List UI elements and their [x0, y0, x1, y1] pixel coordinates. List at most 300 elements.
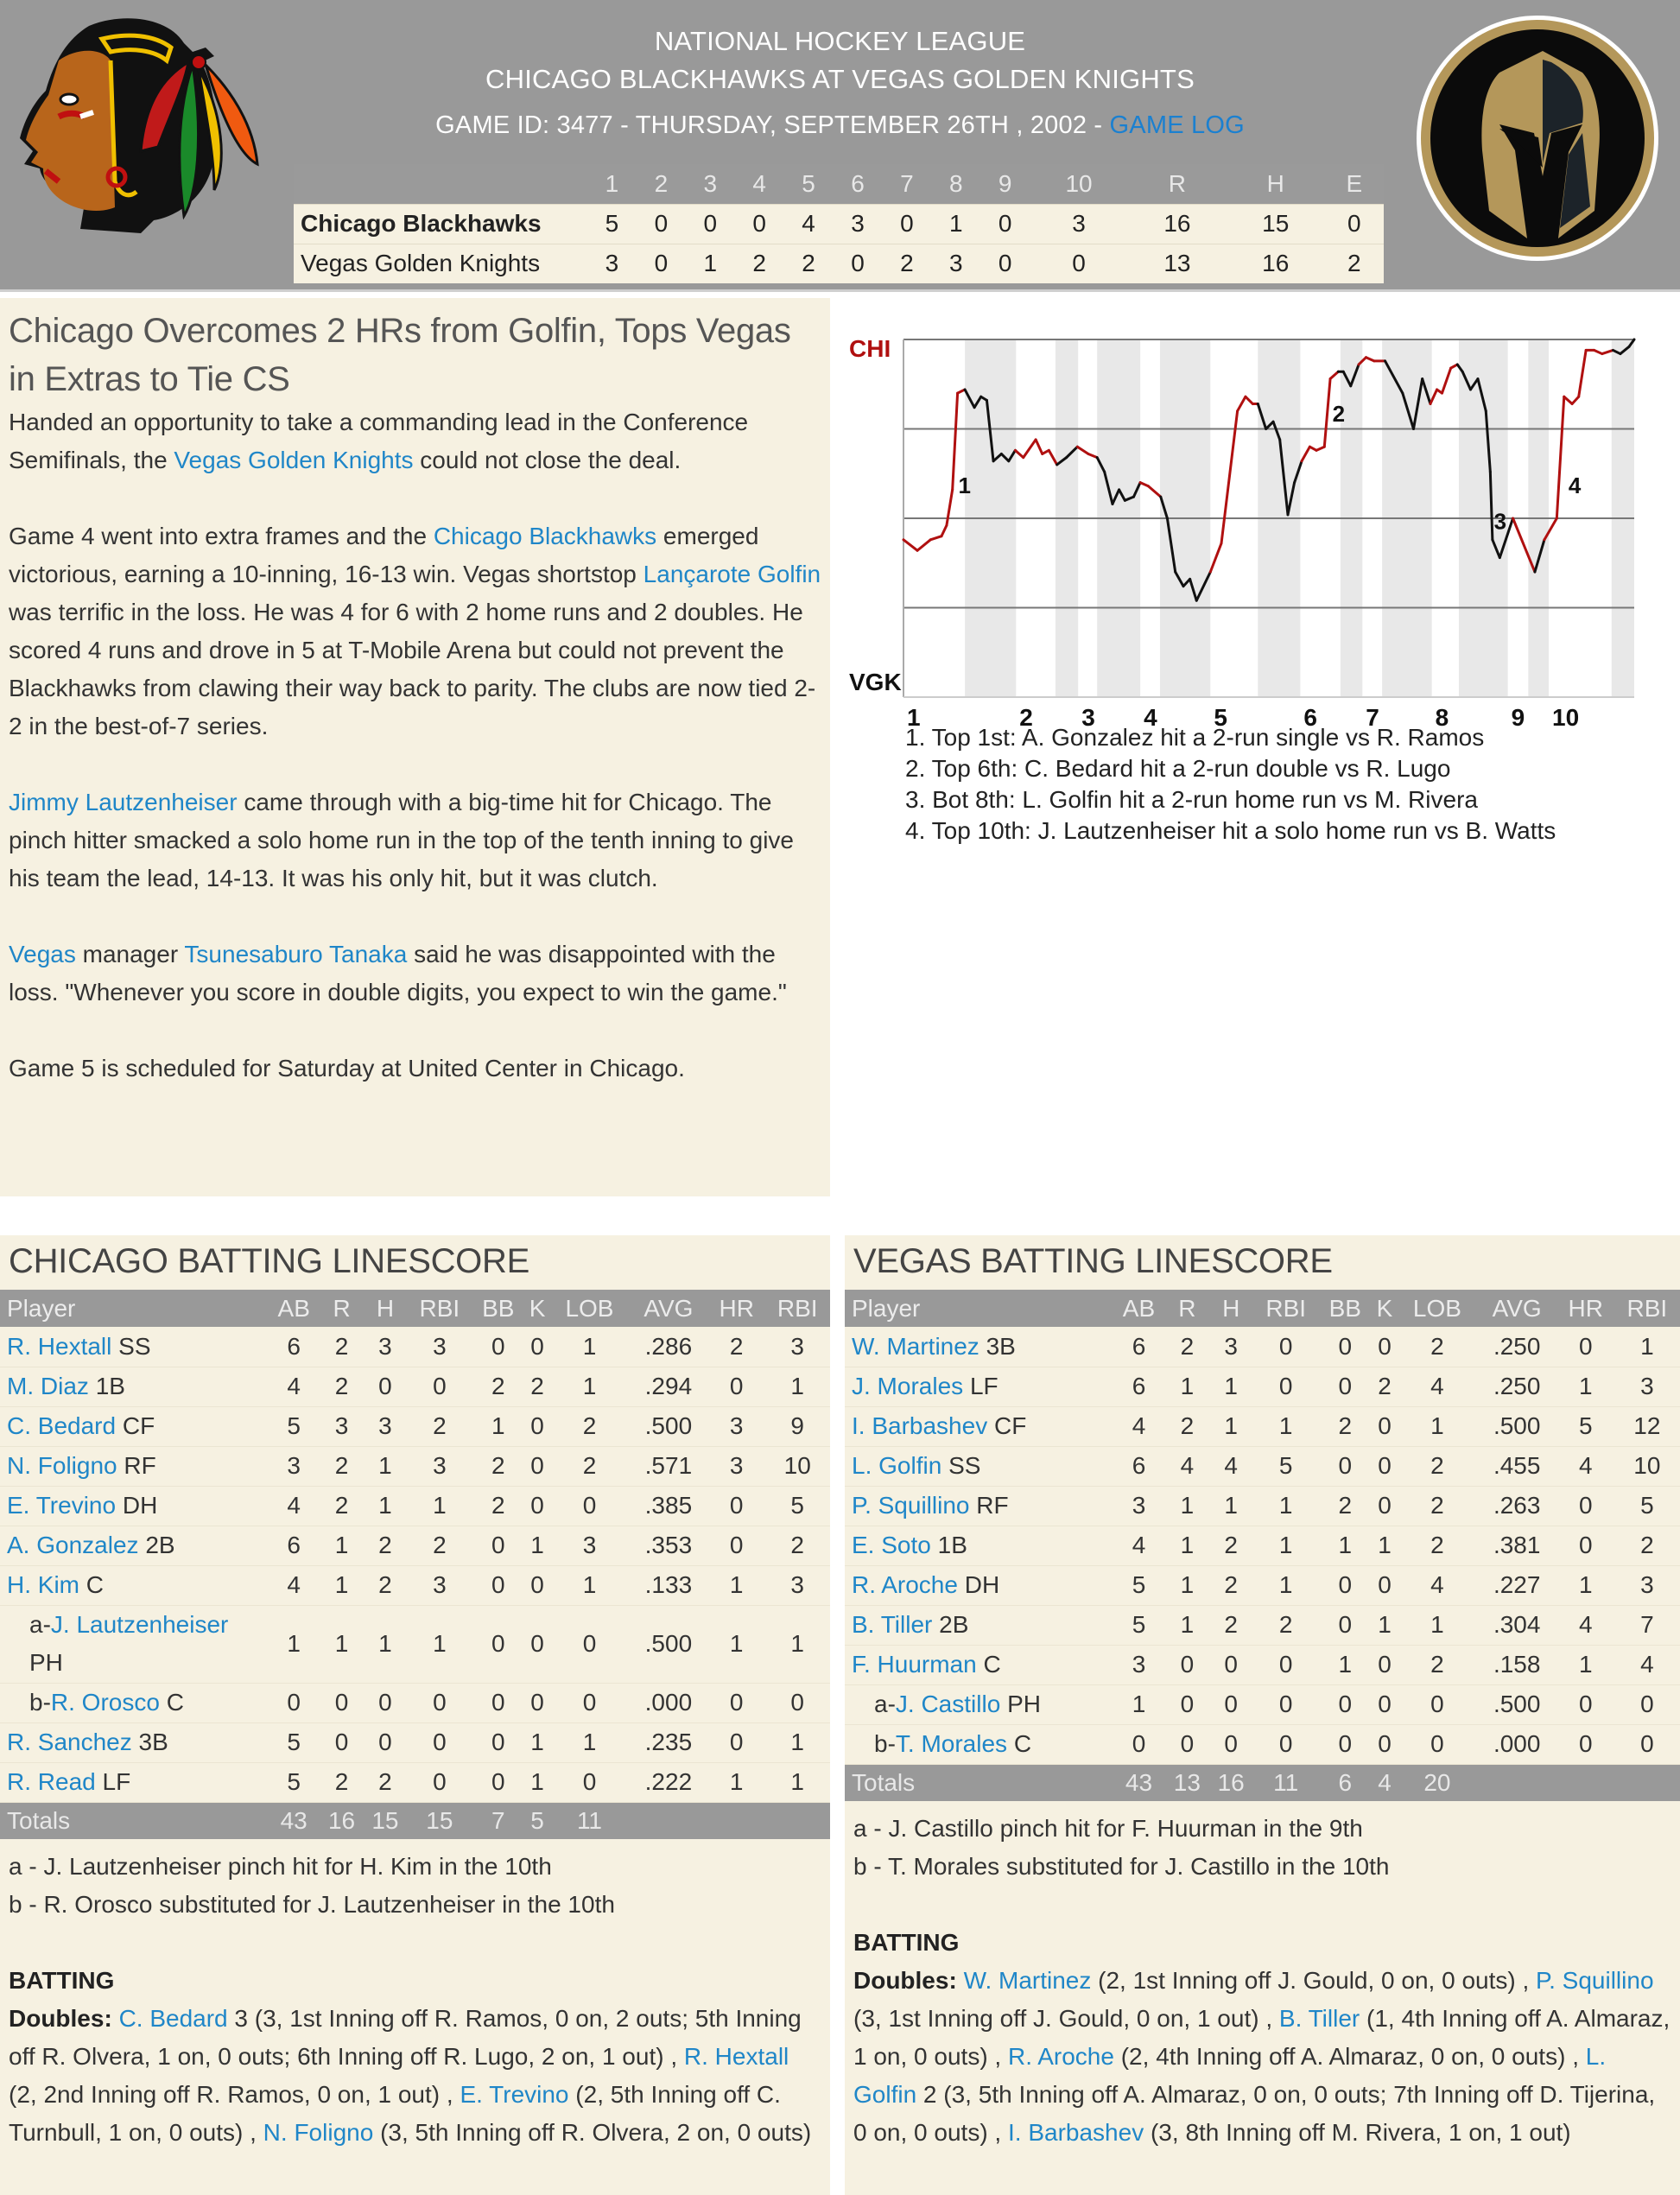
- player-cell: [845, 1486, 1113, 1526]
- substitution-note: b - R. Orosco substituted for J. Lautzenheiser in the 10th: [9, 1891, 615, 1918]
- stat-cell: 1: [320, 1605, 363, 1683]
- player-link[interactable]: R. Sanchez: [7, 1729, 132, 1755]
- totals-label: Totals: [0, 1802, 268, 1839]
- column-header: Player: [845, 1290, 1113, 1327]
- column-header: RBI: [1614, 1290, 1680, 1327]
- stat-cell: 5: [268, 1722, 320, 1762]
- event-marker: 2: [1332, 401, 1346, 428]
- player-link[interactable]: L. Golfin: [852, 1452, 942, 1479]
- player-link[interactable]: I. Barbashev: [1008, 2119, 1144, 2146]
- player-cell: [845, 1406, 1113, 1446]
- total-cell: 15: [407, 1802, 472, 1839]
- player-row: [845, 1645, 1680, 1684]
- stat-cell: 1: [550, 1565, 629, 1605]
- stat-cell: 0: [407, 1367, 472, 1406]
- stat-cell: .286: [629, 1327, 708, 1367]
- player-cell: [0, 1367, 268, 1406]
- linescore-cell: 0: [1030, 244, 1128, 283]
- inning-header: 9: [980, 164, 1030, 204]
- stat-cell: .235: [629, 1722, 708, 1762]
- stat-cell: 1: [1319, 1526, 1372, 1565]
- player-row: [0, 1722, 830, 1762]
- stat-cell: 3: [268, 1446, 320, 1486]
- stat-cell: 1: [524, 1526, 550, 1565]
- chicago-batting-section: [0, 1235, 830, 2195]
- player-row: [0, 1446, 830, 1486]
- text-segment: said he was disappointed with the loss. "Whenever you score in double digits, you expect to win the game.": [9, 941, 787, 1006]
- player-link[interactable]: Lançarote Golfin: [643, 561, 821, 587]
- linescore-cell: 3: [834, 204, 883, 244]
- stat-cell: 0: [1253, 1327, 1319, 1367]
- player-row: [0, 1683, 830, 1722]
- player-link[interactable]: C. Bedard: [7, 1412, 117, 1439]
- stat-cell: 2: [1165, 1406, 1209, 1446]
- league-title: NATIONAL HOCKEY LEAGUE: [654, 26, 1026, 56]
- linescore-cell: 0: [637, 244, 686, 283]
- vegas-sub-notes: [845, 1801, 1680, 1886]
- total-cell: 16: [1209, 1764, 1253, 1801]
- text-segment: (1, 4th Inning off A. Almaraz, 1 on, 0 outs) ,: [853, 2005, 1670, 2070]
- vegas-golden-knights-logo-icon: [1413, 12, 1662, 264]
- win-probability-chart: [842, 320, 1671, 734]
- stat-cell: 2: [1398, 1486, 1476, 1526]
- stat-cell: 4: [1557, 1446, 1614, 1486]
- stat-cell: 2: [320, 1486, 363, 1526]
- stat-cell: 1: [1165, 1605, 1209, 1645]
- stat-cell: 2: [1253, 1605, 1319, 1645]
- stat-cell: 4: [268, 1565, 320, 1605]
- player-cell: [845, 1446, 1113, 1486]
- stat-cell: 0: [1614, 1684, 1680, 1724]
- player-link[interactable]: R. Aroche: [852, 1571, 958, 1598]
- stat-cell: 0: [708, 1486, 764, 1526]
- stat-cell: 1: [1209, 1486, 1253, 1526]
- stat-cell: 0: [524, 1605, 550, 1683]
- stat-cell: .381: [1477, 1526, 1557, 1565]
- player-link[interactable]: R. Read: [7, 1768, 96, 1795]
- inning-header: 3: [686, 164, 735, 204]
- stat-cell: 0: [472, 1683, 524, 1722]
- player-link[interactable]: Vegas: [9, 941, 76, 967]
- player-link[interactable]: J. Lautzenheiser: [50, 1611, 229, 1638]
- player-link[interactable]: B. Tiller: [852, 1611, 933, 1638]
- stat-cell: .000: [629, 1683, 708, 1722]
- total-cell: [629, 1802, 708, 1839]
- totals-row: [845, 1764, 1680, 1801]
- top-team-label: CHI: [849, 335, 891, 362]
- chicago-batting-title: CHICAGO BATTING LINESCORE: [9, 1242, 529, 1280]
- player-link[interactable]: Vegas Golden Knights: [174, 447, 414, 473]
- stat-cell: 1: [550, 1367, 629, 1406]
- player-link[interactable]: L. Golfin: [853, 2043, 1607, 2108]
- player-link[interactable]: I. Barbashev: [852, 1412, 988, 1439]
- player-link[interactable]: F. Huurman: [852, 1651, 977, 1678]
- text-segment: manager: [75, 941, 185, 967]
- stat-cell: 1: [364, 1605, 407, 1683]
- stat-cell: 0: [1372, 1684, 1398, 1724]
- column-header: R: [1165, 1290, 1209, 1327]
- article-paragraph: [9, 1050, 821, 1088]
- stat-cell: 6: [268, 1526, 320, 1565]
- total-cell: [708, 1802, 764, 1839]
- total-cell: 20: [1398, 1764, 1476, 1801]
- text-segment: (3, 1st Inning off J. Gould, 0 on, 1 out) ,: [853, 2005, 1279, 2032]
- stat-cell: 1: [1165, 1486, 1209, 1526]
- stat-cell: 1: [364, 1446, 407, 1486]
- linescore-cell: 15: [1227, 204, 1325, 244]
- stat-cell: 1: [1113, 1684, 1165, 1724]
- stat-cell: 0: [708, 1722, 764, 1762]
- doubles-label: Doubles:: [853, 1967, 957, 1994]
- player-link[interactable]: R. Hextall: [683, 2043, 789, 2070]
- stat-cell: 5: [764, 1486, 830, 1526]
- stat-cell: 1: [1253, 1406, 1319, 1446]
- stat-cell: 0: [524, 1565, 550, 1605]
- stat-cell: 5: [1113, 1565, 1165, 1605]
- stat-cell: 4: [268, 1367, 320, 1406]
- stat-cell: 2: [550, 1406, 629, 1446]
- vegas-doubles: [845, 1962, 1680, 2152]
- linescore-table: [294, 164, 1384, 283]
- player-position: PH: [1007, 1691, 1041, 1717]
- player-link[interactable]: Chicago Blackhawks: [433, 523, 657, 549]
- player-cell: [845, 1565, 1113, 1605]
- total-cell: 5: [524, 1802, 550, 1839]
- stat-cell: 2: [407, 1406, 472, 1446]
- stat-cell: 1: [407, 1486, 472, 1526]
- total-cell: [1477, 1764, 1557, 1801]
- stat-cell: 1: [524, 1722, 550, 1762]
- player-cell: [0, 1683, 268, 1722]
- stat-cell: 3: [708, 1406, 764, 1446]
- stat-cell: 2: [1614, 1526, 1680, 1565]
- stat-cell: 0: [472, 1762, 524, 1802]
- text-segment: 3 (3, 1st Inning off R. Ramos, 0 on, 2 outs; 5th Inning off R. Olvera, 1 on, 0 outs; 6th Inning off R. Lugo, 2 on, 1 out) ,: [9, 2005, 802, 2070]
- stat-cell: 2: [708, 1327, 764, 1367]
- text-segment: [957, 1967, 964, 1994]
- stat-cell: 2: [1398, 1526, 1476, 1565]
- stat-cell: 2: [1209, 1565, 1253, 1605]
- player-link[interactable]: P. Squillino: [1536, 1967, 1654, 1994]
- stat-cell: 3: [764, 1327, 830, 1367]
- stat-cell: .133: [629, 1565, 708, 1605]
- inning-tick-label: 8: [1435, 704, 1449, 731]
- player-cell: [0, 1605, 268, 1683]
- total-cell: 7: [472, 1802, 524, 1839]
- stat-cell: 2: [1209, 1526, 1253, 1565]
- column-header: RBI: [764, 1290, 830, 1327]
- player-row: [845, 1526, 1680, 1565]
- player-cell: [0, 1486, 268, 1526]
- stat-cell: 0: [1209, 1724, 1253, 1764]
- stat-cell: 3: [407, 1565, 472, 1605]
- stat-cell: 0: [1253, 1724, 1319, 1764]
- team-name: Chicago Blackhawks: [294, 204, 587, 244]
- player-row: [845, 1605, 1680, 1645]
- text-segment: came through with a big-time hit for Chicago. The pinch hitter smacked a solo home run in the top of the tenth inning to give his team the lead, 14-13. It was his only hit, but it was clutch.: [9, 789, 795, 891]
- matchup-title: CHICAGO BLACKHAWKS AT VEGAS GOLDEN KNIGHTS: [485, 64, 1195, 94]
- inning-header: E: [1325, 164, 1384, 204]
- column-header: K: [524, 1290, 550, 1327]
- player-position: 1B: [95, 1373, 125, 1399]
- player-position: DH: [122, 1492, 158, 1519]
- player-cell: [845, 1684, 1113, 1724]
- vegas-batting-title: VEGAS BATTING LINESCORE: [853, 1242, 1333, 1280]
- stat-cell: 0: [524, 1446, 550, 1486]
- inning-tick-label: 3: [1081, 704, 1095, 731]
- sub-prefix: b-: [874, 1730, 896, 1757]
- column-header: R: [320, 1290, 363, 1327]
- player-position: 1B: [937, 1532, 967, 1558]
- player-link[interactable]: J. Morales: [852, 1373, 964, 1399]
- inning-tick-label: 1: [907, 704, 921, 731]
- game-log-link[interactable]: GAME LOG: [1109, 111, 1245, 139]
- stat-cell: 0: [550, 1683, 629, 1722]
- column-header: LOB: [550, 1290, 629, 1327]
- column-header: H: [364, 1290, 407, 1327]
- legend-entry: 2. Top 6th: C. Bedard hit a 2-run double vs R. Lugo: [905, 755, 1451, 782]
- text-segment: (2, 1st Inning off J. Gould, 0 on, 0 outs) ,: [1091, 1967, 1537, 1994]
- stat-cell: .250: [1477, 1327, 1557, 1367]
- linescore-cell: 0: [980, 244, 1030, 283]
- stat-cell: 0: [1209, 1645, 1253, 1684]
- player-link[interactable]: E. Trevino: [460, 2081, 569, 2108]
- player-link[interactable]: P. Squillino: [852, 1492, 970, 1519]
- stat-cell: 1: [1209, 1367, 1253, 1406]
- stat-cell: 1: [1398, 1605, 1476, 1645]
- stat-cell: 0: [1557, 1327, 1614, 1367]
- stat-cell: 1: [550, 1327, 629, 1367]
- player-row: [845, 1406, 1680, 1446]
- stat-cell: 0: [524, 1683, 550, 1722]
- player-position: RF: [976, 1492, 1009, 1519]
- stat-cell: 0: [1165, 1645, 1209, 1684]
- player-link[interactable]: R. Orosco: [50, 1689, 160, 1716]
- stat-cell: 0: [1372, 1724, 1398, 1764]
- event-marker: 1: [958, 473, 971, 499]
- vegas-batting-section: [845, 1235, 1680, 2195]
- stat-cell: 2: [472, 1367, 524, 1406]
- stat-cell: 0: [1113, 1724, 1165, 1764]
- stat-cell: 0: [550, 1486, 629, 1526]
- stat-cell: 3: [364, 1327, 407, 1367]
- substitution-note: a - J. Lautzenheiser pinch hit for H. Kim in the 10th: [9, 1853, 552, 1880]
- stat-cell: 1: [268, 1605, 320, 1683]
- total-cell: 15: [364, 1802, 407, 1839]
- stat-cell: 4: [268, 1486, 320, 1526]
- stat-cell: 4: [1398, 1565, 1476, 1605]
- stat-cell: 1: [1372, 1605, 1398, 1645]
- stat-cell: 12: [1614, 1406, 1680, 1446]
- player-link[interactable]: N. Foligno: [7, 1452, 117, 1479]
- doubles-label: Doubles:: [9, 2005, 112, 2032]
- player-row: [0, 1605, 830, 1683]
- player-cell: [845, 1605, 1113, 1645]
- player-link[interactable]: T. Morales: [895, 1730, 1008, 1757]
- player-position: C: [1013, 1730, 1032, 1757]
- stat-cell: .353: [629, 1526, 708, 1565]
- inning-header: 8: [931, 164, 980, 204]
- stat-cell: 4: [1614, 1645, 1680, 1684]
- total-cell: 43: [1113, 1764, 1165, 1801]
- vegas-batting-table: [845, 1290, 1680, 1801]
- stat-cell: 0: [1557, 1526, 1614, 1565]
- player-link[interactable]: E. Trevino: [7, 1492, 117, 1519]
- inning-tick-label: 2: [1019, 704, 1033, 731]
- stat-cell: 0: [524, 1486, 550, 1526]
- stat-cell: 5: [268, 1406, 320, 1446]
- team-header: [294, 164, 587, 204]
- player-link[interactable]: Tsunesaburo Tanaka: [184, 941, 408, 967]
- linescore-cell: 16: [1128, 204, 1227, 244]
- stat-cell: 4: [1398, 1367, 1476, 1406]
- stat-cell: 0: [364, 1367, 407, 1406]
- stat-cell: 0: [1319, 1367, 1372, 1406]
- stat-cell: 7: [1614, 1605, 1680, 1645]
- stat-cell: 0: [1614, 1724, 1680, 1764]
- stat-cell: .304: [1477, 1605, 1557, 1645]
- linescore-cell: 0: [686, 204, 735, 244]
- stat-cell: 3: [1113, 1486, 1165, 1526]
- player-cell: [0, 1406, 268, 1446]
- player-row: [845, 1724, 1680, 1764]
- player-position: 2B: [939, 1611, 969, 1638]
- player-row: [0, 1367, 830, 1406]
- game-id-date: GAME ID: 3477 - THURSDAY, SEPTEMBER 26TH , 2002 -: [435, 111, 1110, 139]
- stat-cell: 0: [1372, 1645, 1398, 1684]
- linescore-cell: 2: [882, 244, 931, 283]
- column-header: BB: [1319, 1290, 1372, 1327]
- column-header: AVG: [1477, 1290, 1557, 1327]
- player-position: C: [86, 1571, 105, 1598]
- stat-cell: 0: [1557, 1486, 1614, 1526]
- stat-cell: 1: [1209, 1406, 1253, 1446]
- stat-cell: 5: [268, 1762, 320, 1802]
- player-cell: [0, 1762, 268, 1802]
- player-row: [845, 1486, 1680, 1526]
- stat-cell: 1: [472, 1406, 524, 1446]
- player-link[interactable]: C. Bedard: [118, 2005, 228, 2032]
- player-link[interactable]: J. Castillo: [895, 1691, 1001, 1717]
- inning-tick-label: 6: [1303, 704, 1317, 731]
- stat-cell: 4: [1209, 1446, 1253, 1486]
- total-cell: 43: [268, 1802, 320, 1839]
- linescore-row: [294, 244, 1384, 283]
- stat-cell: 3: [407, 1327, 472, 1367]
- substitution-note: b - T. Morales substituted for J. Castillo in the 10th: [853, 1853, 1390, 1880]
- totals-label: Totals: [845, 1764, 1113, 1801]
- player-link[interactable]: Jimmy Lautzenheiser: [9, 789, 238, 815]
- player-position: SS: [118, 1332, 151, 1360]
- text-segment: Game 4 went into extra frames and the: [9, 523, 434, 549]
- column-header: K: [1372, 1290, 1398, 1327]
- player-position: 2B: [145, 1532, 175, 1558]
- stat-cell: 2: [1319, 1406, 1372, 1446]
- stat-cell: 1: [1165, 1565, 1209, 1605]
- column-header: LOB: [1398, 1290, 1476, 1327]
- player-link[interactable]: H. Kim: [7, 1571, 79, 1598]
- player-link[interactable]: R. Hextall: [7, 1332, 112, 1360]
- stat-cell: .571: [629, 1446, 708, 1486]
- player-link[interactable]: A. Gonzalez: [7, 1532, 139, 1558]
- player-position: 3B: [986, 1332, 1016, 1360]
- text-segment: emerged victorious, earning a 10-inning, 16-13 win. Vegas shortstop: [9, 523, 759, 587]
- text-segment: [112, 2005, 119, 2032]
- stat-cell: .500: [629, 1605, 708, 1683]
- stat-cell: .158: [1477, 1645, 1557, 1684]
- text-segment: 2 (3, 5th Inning off A. Almaraz, 0 on, 0 outs; 7th Inning off D. Tijerina, 0 on, 0 outs) ,: [853, 2081, 1656, 2146]
- stat-cell: 6: [1113, 1367, 1165, 1406]
- player-position: 3B: [138, 1729, 168, 1755]
- stat-cell: 1: [708, 1762, 764, 1802]
- stat-cell: .500: [629, 1406, 708, 1446]
- stat-cell: 2: [320, 1446, 363, 1486]
- column-header: HR: [1557, 1290, 1614, 1327]
- player-row: [0, 1526, 830, 1565]
- stat-cell: .000: [1477, 1724, 1557, 1764]
- stat-cell: 4: [1113, 1406, 1165, 1446]
- player-link[interactable]: R. Aroche: [1008, 2043, 1114, 2070]
- inning-header: R: [1128, 164, 1227, 204]
- stat-cell: 0: [550, 1762, 629, 1802]
- chicago-batting-header: BATTING: [9, 1967, 115, 1994]
- game-header: [0, 0, 1680, 292]
- stat-cell: 6: [268, 1327, 320, 1367]
- stat-cell: 1: [1253, 1526, 1319, 1565]
- stat-cell: 1: [764, 1762, 830, 1802]
- linescore-cell: 0: [882, 204, 931, 244]
- stat-cell: 1: [320, 1526, 363, 1565]
- player-link[interactable]: N. Foligno: [263, 2119, 374, 2146]
- stat-cell: 10: [764, 1446, 830, 1486]
- player-link[interactable]: E. Soto: [852, 1532, 931, 1558]
- article-paragraph: [9, 936, 821, 1012]
- stat-cell: 0: [320, 1722, 363, 1762]
- stat-cell: 0: [407, 1762, 472, 1802]
- stat-cell: 6: [1113, 1446, 1165, 1486]
- linescore-row: [294, 204, 1384, 244]
- stat-cell: 0: [1372, 1446, 1398, 1486]
- article-paragraph: [9, 517, 821, 745]
- linescore-cell: 0: [1325, 204, 1384, 244]
- player-link[interactable]: W. Martinez: [963, 1967, 1092, 1994]
- player-link[interactable]: B. Tiller: [1278, 2005, 1360, 2032]
- stat-cell: 2: [1398, 1327, 1476, 1367]
- legend-entry: 4. Top 10th: J. Lautzenheiser hit a solo home run vs B. Watts: [905, 817, 1556, 844]
- player-row: [0, 1486, 830, 1526]
- player-link[interactable]: W. Martinez: [852, 1332, 979, 1360]
- stat-cell: 0: [1253, 1684, 1319, 1724]
- player-row: [845, 1367, 1680, 1406]
- text-segment: (2, 4th Inning off A. Almaraz, 0 on, 0 outs) ,: [1113, 2043, 1586, 2070]
- stat-cell: 0: [524, 1406, 550, 1446]
- player-position: DH: [964, 1571, 1000, 1598]
- column-header: H: [1209, 1290, 1253, 1327]
- player-link[interactable]: M. Diaz: [7, 1373, 89, 1399]
- inning-tick-label: 4: [1144, 704, 1157, 731]
- stat-cell: 2: [1319, 1486, 1372, 1526]
- stat-cell: 1: [764, 1605, 830, 1683]
- stat-cell: 1: [708, 1605, 764, 1683]
- linescore-cell: 2: [1325, 244, 1384, 283]
- legend-entry: 3. Bot 8th: L. Golfin hit a 2-run home run vs M. Rivera: [905, 786, 1478, 813]
- stat-cell: 3: [320, 1406, 363, 1446]
- stat-cell: .222: [629, 1762, 708, 1802]
- linescore-cell: 3: [1030, 204, 1128, 244]
- stat-cell: 1: [1253, 1565, 1319, 1605]
- stat-cell: 0: [1372, 1565, 1398, 1605]
- stat-cell: 0: [472, 1526, 524, 1565]
